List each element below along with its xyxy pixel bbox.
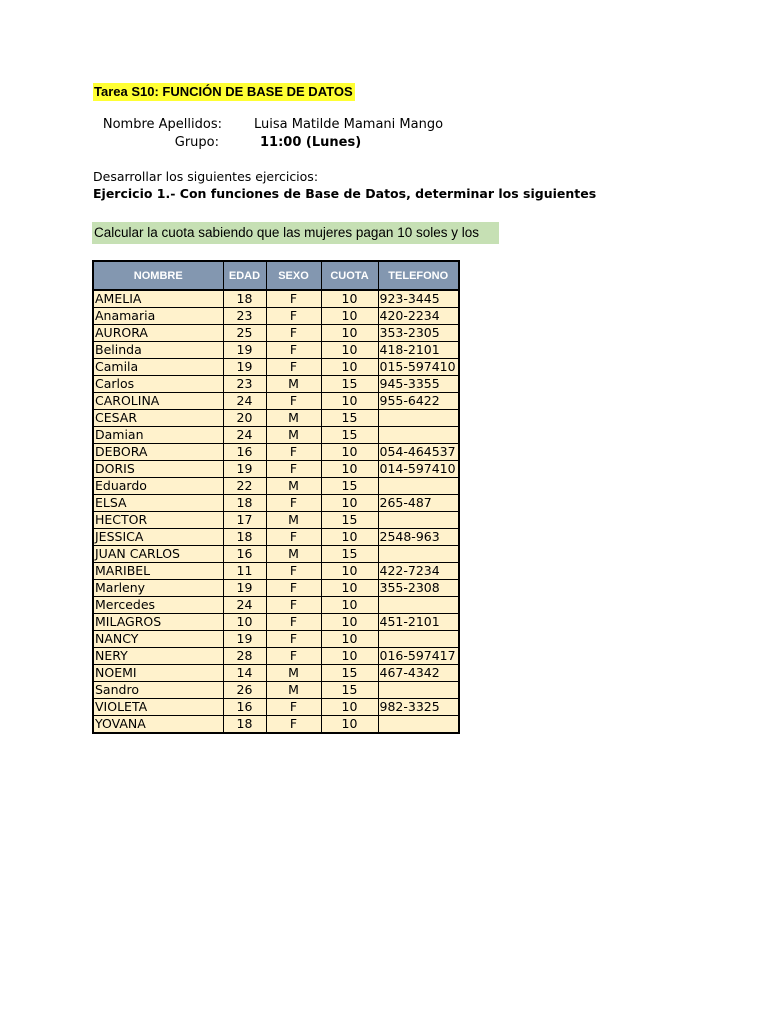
data-table: [92, 260, 460, 734]
table-row: [93, 376, 459, 393]
cell-cuota[interactable]: 10: [321, 461, 378, 478]
cell-edad[interactable]: 23: [223, 376, 266, 393]
cell-nombre[interactable]: Damian: [93, 427, 223, 444]
table-row: [93, 716, 459, 734]
cell-sexo[interactable]: F: [266, 597, 321, 614]
cell-cuota[interactable]: 15: [321, 512, 378, 529]
cell-telefono[interactable]: [378, 631, 459, 648]
cell-telefono[interactable]: [378, 478, 459, 495]
cell-edad[interactable]: 16: [223, 546, 266, 563]
cell-edad[interactable]: 16: [223, 444, 266, 461]
cell-edad[interactable]: 24: [223, 393, 266, 410]
cell-sexo[interactable]: F: [266, 342, 321, 359]
cell-edad[interactable]: 18: [223, 495, 266, 512]
cell-sexo[interactable]: F: [266, 444, 321, 461]
header-row: [93, 261, 459, 290]
cell-telefono[interactable]: [378, 410, 459, 427]
header-telefono[interactable]: TELEFONO: [378, 261, 459, 290]
cell-cuota[interactable]: 10: [321, 495, 378, 512]
name-label: Nombre Apellidos:: [102, 117, 222, 132]
cell-edad[interactable]: 24: [223, 597, 266, 614]
table-row: [93, 512, 459, 529]
cell-nombre[interactable]: AURORA: [93, 325, 223, 342]
instruction-text: Calcular la cuota sabiendo que las mujeres pagan 10 soles y los: [94, 225, 479, 240]
cell-telefono[interactable]: 353-2305: [378, 325, 459, 342]
table-row: [93, 478, 459, 495]
table-row: [93, 393, 459, 410]
cell-nombre[interactable]: Belinda: [93, 342, 223, 359]
cell-cuota[interactable]: 10: [321, 444, 378, 461]
cell-cuota[interactable]: 10: [321, 631, 378, 648]
name-value: Luisa Matilde Mamani Mango: [254, 117, 444, 132]
cell-edad[interactable]: 18: [223, 290, 266, 308]
cell-telefono[interactable]: 355-2308: [378, 580, 459, 597]
cell-telefono[interactable]: [378, 682, 459, 699]
cell-telefono[interactable]: 015-597410: [378, 359, 459, 376]
cell-cuota[interactable]: 15: [321, 410, 378, 427]
cell-nombre[interactable]: NANCY: [93, 631, 223, 648]
cell-nombre[interactable]: YOVANA: [93, 716, 223, 734]
cell-sexo[interactable]: F: [266, 290, 321, 308]
cell-edad[interactable]: 23: [223, 308, 266, 325]
cell-cuota[interactable]: 15: [321, 376, 378, 393]
cell-cuota[interactable]: 10: [321, 342, 378, 359]
cell-cuota[interactable]: 10: [321, 529, 378, 546]
cell-telefono[interactable]: [378, 716, 459, 734]
cell-nombre[interactable]: VIOLETA: [93, 699, 223, 716]
cell-telefono[interactable]: 923-3445: [378, 290, 459, 308]
cell-edad[interactable]: 20: [223, 410, 266, 427]
cell-sexo[interactable]: F: [266, 580, 321, 597]
cell-edad[interactable]: 11: [223, 563, 266, 580]
cell-edad[interactable]: 26: [223, 682, 266, 699]
cell-sexo[interactable]: F: [266, 631, 321, 648]
cell-sexo[interactable]: M: [266, 376, 321, 393]
exercise-text: Ejercicio 1.- Con funciones de Base de Datos, determinar los siguientes: [93, 186, 597, 201]
cell-nombre[interactable]: Carlos: [93, 376, 223, 393]
table-row: [93, 529, 459, 546]
table-row: [93, 495, 459, 512]
table-body: [93, 290, 459, 733]
cell-cuota[interactable]: 15: [321, 546, 378, 563]
cell-cuota[interactable]: 15: [321, 478, 378, 495]
table-row: [93, 631, 459, 648]
cell-edad[interactable]: 19: [223, 461, 266, 478]
cell-sexo[interactable]: F: [266, 308, 321, 325]
cell-cuota[interactable]: 10: [321, 393, 378, 410]
cell-cuota[interactable]: 10: [321, 359, 378, 376]
cell-cuota[interactable]: 10: [321, 580, 378, 597]
cell-sexo[interactable]: F: [266, 614, 321, 631]
cell-telefono[interactable]: [378, 546, 459, 563]
cell-sexo[interactable]: M: [266, 478, 321, 495]
table-row: [93, 648, 459, 665]
header-sexo[interactable]: SEXO: [266, 261, 321, 290]
cell-cuota[interactable]: 10: [321, 614, 378, 631]
cell-cuota[interactable]: 10: [321, 648, 378, 665]
cell-nombre[interactable]: Anamaria: [93, 308, 223, 325]
cell-cuota[interactable]: 15: [321, 427, 378, 444]
cell-edad[interactable]: 16: [223, 699, 266, 716]
header-edad[interactable]: EDAD: [223, 261, 266, 290]
cell-sexo[interactable]: M: [266, 512, 321, 529]
cell-telefono[interactable]: 945-3355: [378, 376, 459, 393]
table-row: [93, 290, 459, 308]
cell-edad[interactable]: 19: [223, 580, 266, 597]
cell-telefono[interactable]: 467-4342: [378, 665, 459, 682]
cell-sexo[interactable]: M: [266, 546, 321, 563]
cell-telefono[interactable]: [378, 427, 459, 444]
cell-telefono[interactable]: 016-597417: [378, 648, 459, 665]
cell-nombre[interactable]: NOEMI: [93, 665, 223, 682]
table-row: [93, 308, 459, 325]
cell-sexo[interactable]: M: [266, 665, 321, 682]
cell-nombre[interactable]: NERY: [93, 648, 223, 665]
table-row: [93, 546, 459, 563]
cell-cuota[interactable]: 10: [321, 563, 378, 580]
cell-edad[interactable]: 19: [223, 359, 266, 376]
cell-cuota[interactable]: 15: [321, 682, 378, 699]
cell-edad[interactable]: 18: [223, 529, 266, 546]
cell-telefono[interactable]: 422-7234: [378, 563, 459, 580]
table-row: [93, 342, 459, 359]
table-row: [93, 682, 459, 699]
cell-edad[interactable]: 17: [223, 512, 266, 529]
table-row: [93, 325, 459, 342]
cell-sexo[interactable]: F: [266, 529, 321, 546]
cell-sexo[interactable]: F: [266, 461, 321, 478]
cell-telefono[interactable]: [378, 597, 459, 614]
cell-edad[interactable]: 19: [223, 342, 266, 359]
table-row: [93, 444, 459, 461]
table-row: [93, 359, 459, 376]
table-row: [93, 614, 459, 631]
cell-sexo[interactable]: F: [266, 648, 321, 665]
cell-telefono[interactable]: 265-487: [378, 495, 459, 512]
cell-sexo[interactable]: F: [266, 359, 321, 376]
cell-cuota[interactable]: 15: [321, 665, 378, 682]
cell-telefono[interactable]: 2548-963: [378, 529, 459, 546]
cell-nombre[interactable]: JUAN CARLOS: [93, 546, 223, 563]
table-row: [93, 563, 459, 580]
cell-sexo[interactable]: M: [266, 410, 321, 427]
table-row: [93, 461, 459, 478]
cell-nombre[interactable]: DEBORA: [93, 444, 223, 461]
instruction-banner: [92, 222, 499, 244]
cell-nombre[interactable]: Marleny: [93, 580, 223, 597]
cell-cuota[interactable]: 10: [321, 699, 378, 716]
cell-nombre[interactable]: MARIBEL: [93, 563, 223, 580]
group-label: Grupo:: [174, 135, 219, 150]
cell-edad[interactable]: 14: [223, 665, 266, 682]
cell-nombre[interactable]: Mercedes: [93, 597, 223, 614]
cell-edad[interactable]: 28: [223, 648, 266, 665]
cell-nombre[interactable]: AMELIA: [93, 290, 223, 308]
cell-nombre[interactable]: Sandro: [93, 682, 223, 699]
cell-cuota[interactable]: 10: [321, 308, 378, 325]
cell-nombre[interactable]: JESSICA: [93, 529, 223, 546]
cell-edad[interactable]: 22: [223, 478, 266, 495]
table-row: [93, 699, 459, 716]
cell-nombre[interactable]: CESAR: [93, 410, 223, 427]
cell-nombre[interactable]: Eduardo: [93, 478, 223, 495]
cell-nombre[interactable]: CAROLINA: [93, 393, 223, 410]
cell-telefono[interactable]: 451-2101: [378, 614, 459, 631]
cell-telefono[interactable]: 054-464537: [378, 444, 459, 461]
cell-nombre[interactable]: ELSA: [93, 495, 223, 512]
cell-sexo[interactable]: F: [266, 716, 321, 734]
cell-sexo[interactable]: F: [266, 495, 321, 512]
cell-sexo[interactable]: F: [266, 563, 321, 580]
table-row: [93, 427, 459, 444]
cell-telefono[interactable]: 420-2234: [378, 308, 459, 325]
cell-nombre[interactable]: MILAGROS: [93, 614, 223, 631]
cell-nombre[interactable]: DORIS: [93, 461, 223, 478]
cell-nombre[interactable]: HECTOR: [93, 512, 223, 529]
page-title: Tarea S10: FUNCIÓN DE BASE DE DATOS: [94, 84, 353, 99]
cell-sexo[interactable]: F: [266, 393, 321, 410]
group-value: 11:00 (Lunes): [260, 135, 362, 150]
table-row: [93, 597, 459, 614]
cell-edad[interactable]: 18: [223, 716, 266, 734]
header-cuota[interactable]: CUOTA: [321, 261, 378, 290]
cell-telefono[interactable]: 955-6422: [378, 393, 459, 410]
cell-telefono[interactable]: [378, 512, 459, 529]
cell-edad[interactable]: 19: [223, 631, 266, 648]
cell-sexo[interactable]: F: [266, 325, 321, 342]
cell-telefono[interactable]: 418-2101: [378, 342, 459, 359]
cell-edad[interactable]: 10: [223, 614, 266, 631]
cell-telefono[interactable]: 014-597410: [378, 461, 459, 478]
intro-text: Desarrollar los siguientes ejercicios:: [93, 169, 319, 184]
cell-cuota[interactable]: 10: [321, 290, 378, 308]
cell-cuota[interactable]: 10: [321, 597, 378, 614]
table-row: [93, 580, 459, 597]
table-row: [93, 665, 459, 682]
cell-edad[interactable]: 25: [223, 325, 266, 342]
cell-cuota[interactable]: 10: [321, 716, 378, 734]
table-row: [93, 410, 459, 427]
cell-edad[interactable]: 24: [223, 427, 266, 444]
cell-sexo[interactable]: F: [266, 699, 321, 716]
header-nombre[interactable]: NOMBRE: [93, 261, 223, 290]
cell-nombre[interactable]: Camila: [93, 359, 223, 376]
cell-telefono[interactable]: 982-3325: [378, 699, 459, 716]
cell-sexo[interactable]: M: [266, 682, 321, 699]
cell-cuota[interactable]: 10: [321, 325, 378, 342]
cell-sexo[interactable]: M: [266, 427, 321, 444]
